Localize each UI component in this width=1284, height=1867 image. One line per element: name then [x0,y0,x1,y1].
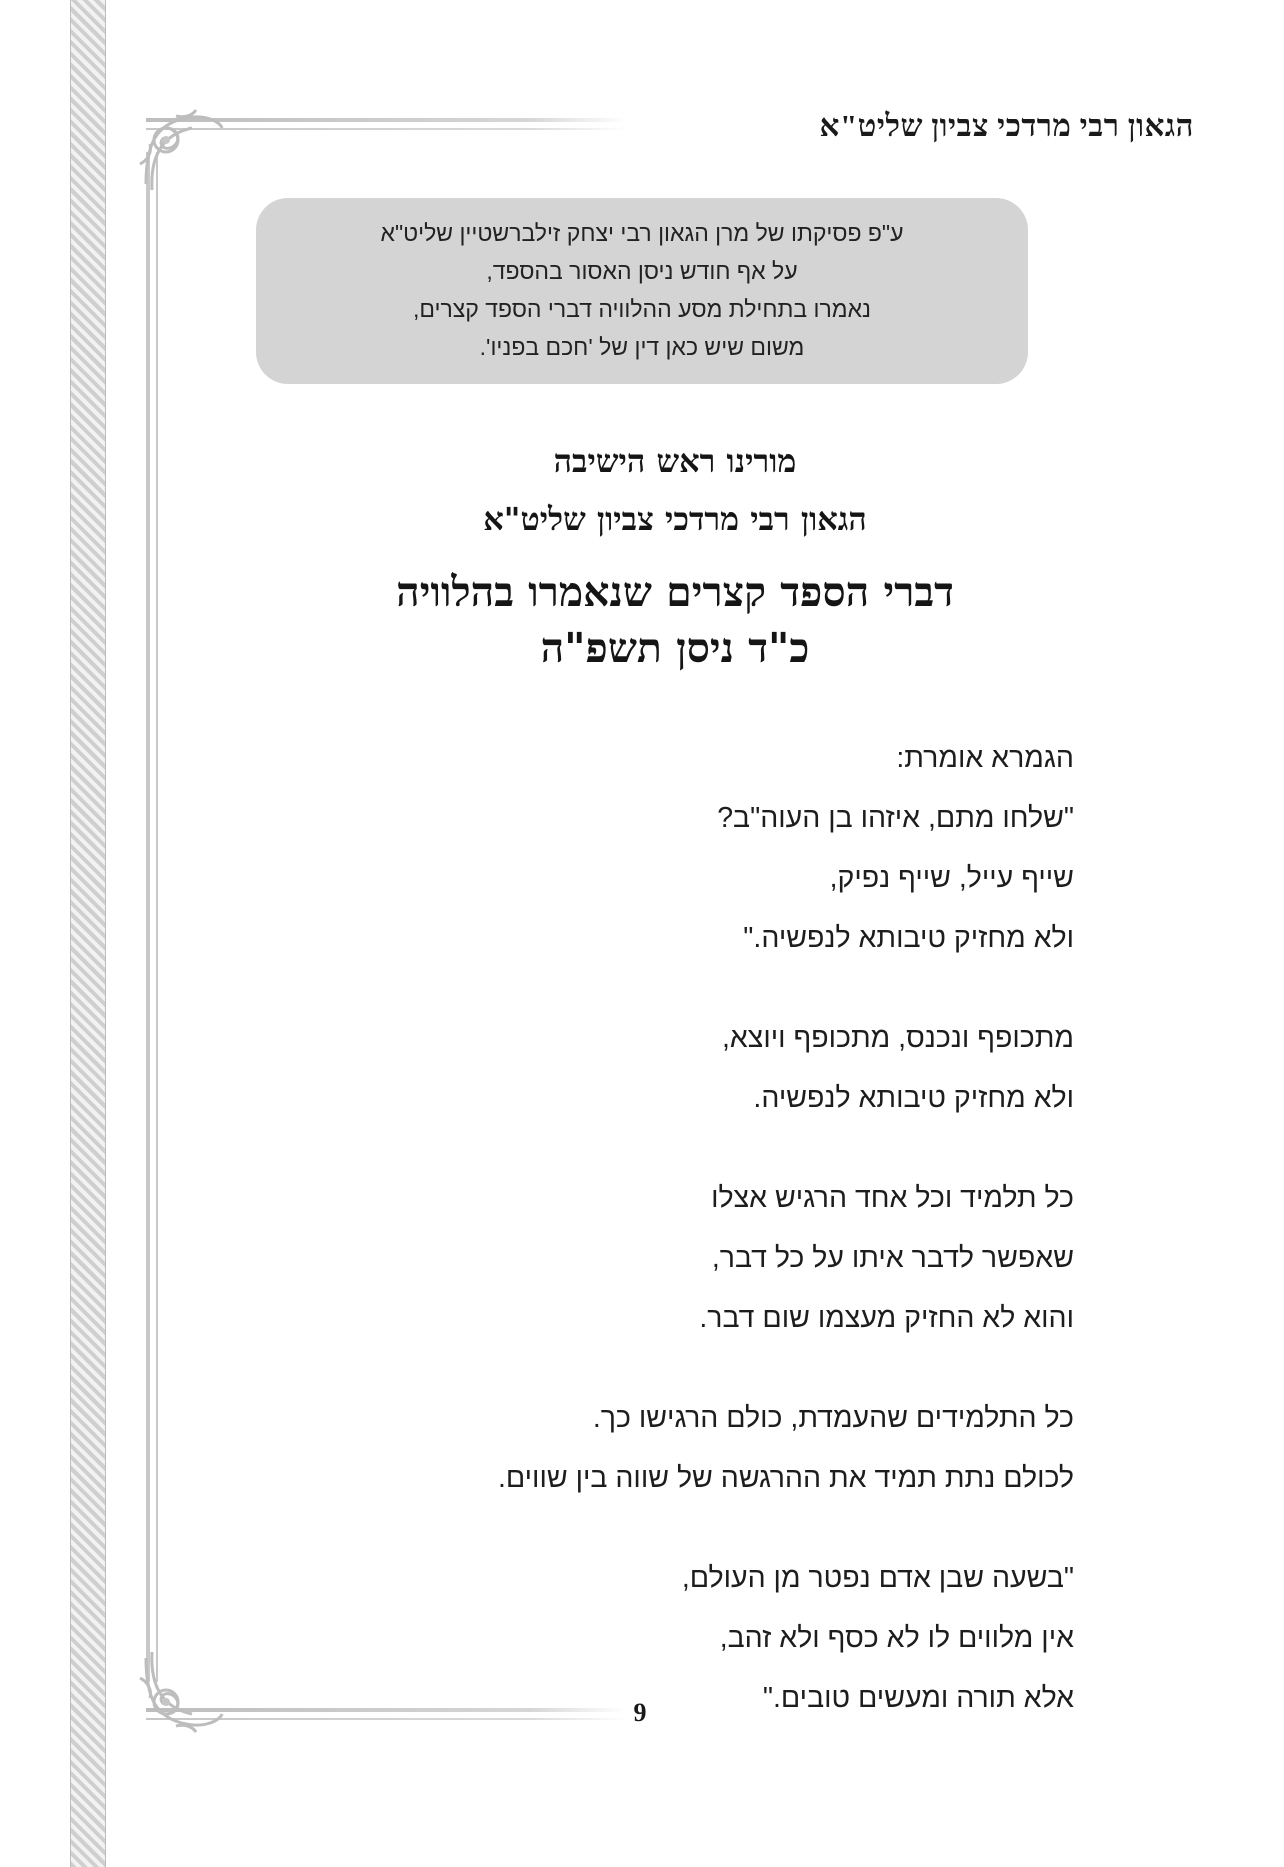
body-line: אין מלווים לו לא כסף ולא זהב, [719,1622,1074,1654]
corner-ornament-icon [136,1646,228,1738]
book-spine-strip [70,0,106,1867]
title-main: דברי הספד קצרים שנאמרו בהלוויה [396,568,954,616]
note-line: ע"פ פסיקתו של מרן הגאון רבי יצחק זילברשטיין שליט"א [380,220,904,246]
frame-left-rule-inner [156,152,158,1682]
stanza [314,1168,1074,1348]
halachic-note-box [256,198,1028,384]
stanza [314,1548,1074,1728]
title-block [180,432,1170,676]
note-line: משום שיש כאן דין של 'חכם בפניו'. [479,334,805,360]
running-head: הגאון רבי מרדכי צביון שליט"א [819,108,1194,143]
body-line: "בשעה שבן אדם נפטר מן העולם, [681,1562,1074,1594]
title-rosh-yeshiva: מורינו ראש הישיבה [553,442,797,480]
body-line: "שלחו מתם, איזהו בן העוה"ב? [717,802,1074,834]
body-line: מתכופף ונכנס, מתכופף ויוצא, [721,1022,1074,1054]
body-line: והוא לא החזיק מעצמו שום דבר. [699,1302,1074,1334]
frame-left-rule [146,152,150,1682]
page-number: 9 [633,1698,647,1727]
body-line: שייף עייל, שייף נפיק, [829,862,1074,894]
eulogy-body [314,728,1074,1768]
stanza [314,1388,1074,1508]
title-date: כ"ד ניסן תשפ"ה [540,624,810,672]
body-line: ולא מחזיק טיבותא לנפשיה." [743,922,1074,954]
note-line: נאמרו בתחילת מסע ההלוויה דברי הספד קצרים, [412,296,871,322]
body-line: כל התלמידים שהעמדת, כולם הרגישו כך. [592,1402,1074,1434]
body-line: ולא מחזיק טיבותא לנפשיה. [753,1082,1074,1114]
title-rabbi-name: הגאון רבי מרדכי צביון שליט"א [483,500,867,538]
body-line: אלא תורה ומעשים טובים." [762,1682,1074,1714]
body-line: לכולם נתת תמיד את ההרגשה של שווה בין שווים. [497,1462,1074,1494]
corner-ornament-icon [136,104,228,196]
body-line: הגמרא אומרת: [896,742,1074,774]
stanza [314,1008,1074,1128]
note-line: על אף חודש ניסן האסור בהספד, [486,258,798,284]
body-line: שאפשר לדבר איתו על כל דבר, [711,1242,1074,1274]
stanza [314,728,1074,968]
body-line: כל תלמיד וכל אחד הרגיש אצלו [711,1182,1074,1214]
